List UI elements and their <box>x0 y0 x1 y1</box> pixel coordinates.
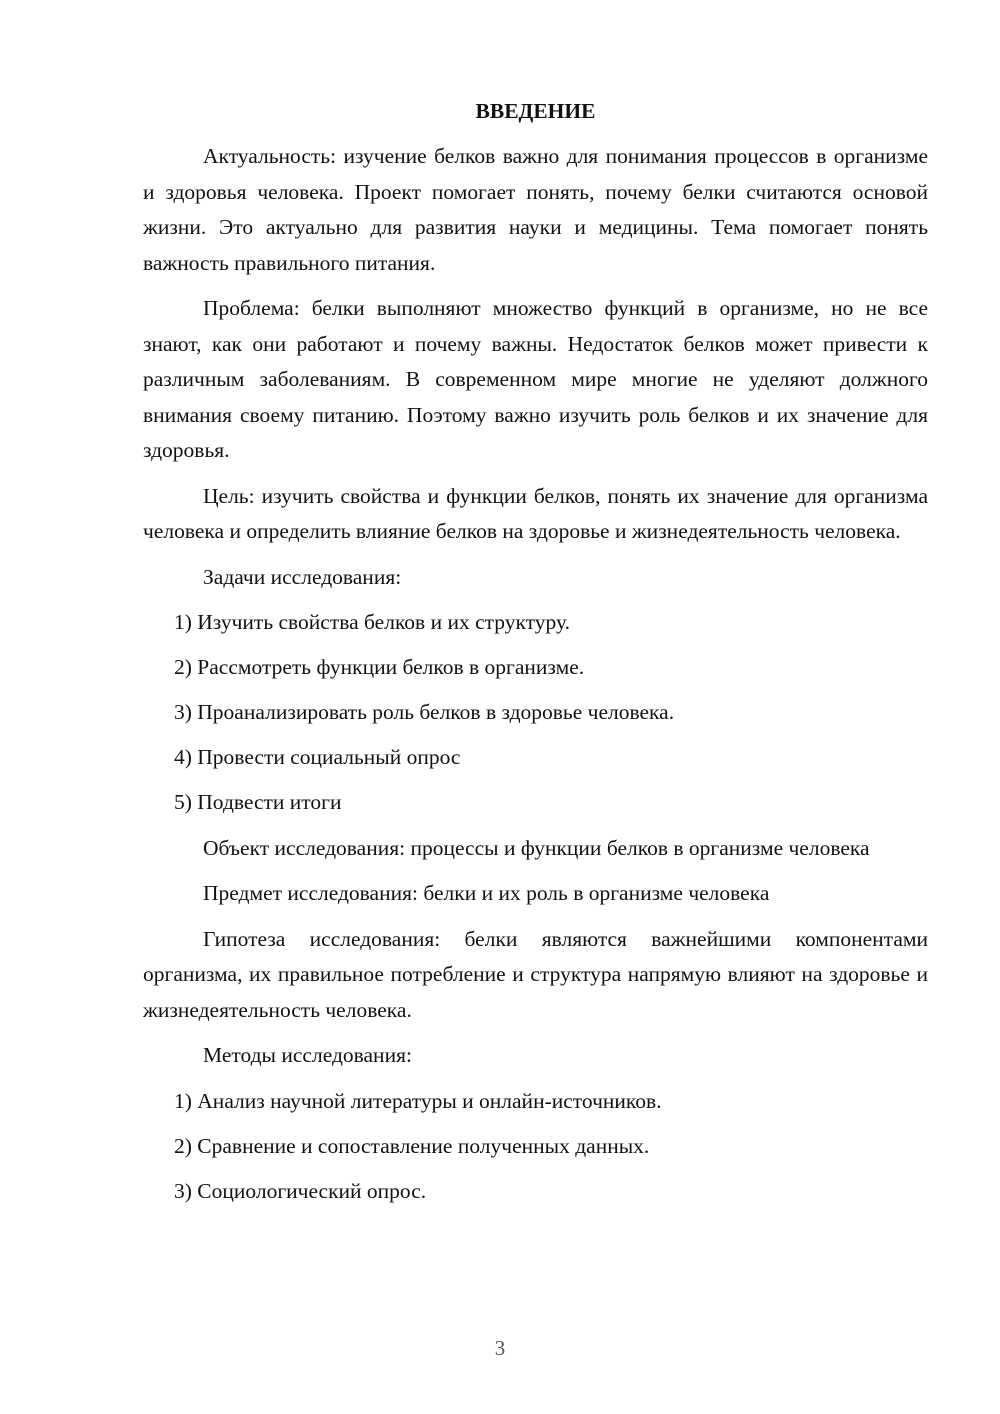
page-title: ВВЕДЕНИЕ <box>475 99 596 123</box>
page-number: 3 <box>494 1336 506 1360</box>
methods-list <box>143 1084 928 1210</box>
page-content <box>143 93 928 1219</box>
relevance-paragraph: Актуальность: изучение белков важно для понимания процессов в организме и здоровья человека. Проект помогает понять, почему белки считаются основой жизни. Это актуально для развития науки и медицины. Тема помогает понять важность правильного питания. <box>143 144 928 275</box>
subject-paragraph: Предмет исследования: белки и их роль в организме человека <box>203 881 770 905</box>
goal-paragraph: Цель: изучить свойства и функции белков, понять их значение для организма человека и определить влияние белков на здоровье и жизнедеятельность человека. <box>143 483 928 543</box>
tasks-heading: Задачи исследования: <box>203 564 402 589</box>
list-item: 3) Проанализировать роль белков в здоровье человека. <box>174 700 675 724</box>
list-item: 1) Изучить свойства белков и их структуру. <box>174 610 570 634</box>
list-item: 5) Подвести итоги <box>174 790 342 814</box>
tasks-list <box>143 605 928 821</box>
methods-heading: Методы исследования: <box>203 1043 412 1067</box>
list-item: 4) Провести социальный опрос <box>174 745 461 769</box>
list-item: 2) Рассмотреть функции белков в организме. <box>174 655 585 679</box>
object-paragraph: Объект исследования: процессы и функции белков в организме человека <box>203 835 870 860</box>
problem-paragraph: Проблема: белки выполняют множество функций в организме, но не все знают, как они работают и почему важны. Недостаток белков может привести к различным заболеваниям. В современном мире многие не уделяют должного внимания своему питанию. Поэтому важно изучить роль белков и их значение для здоровья. <box>143 296 928 462</box>
list-item: 2) Сравнение и сопоставление полученных данных. <box>174 1133 650 1158</box>
hypothesis-paragraph: Гипотеза исследования: белки являются важнейшими компонентами организма, их правильное потребление и структура напрямую влияют на здоровье и жизнедеятельность человека. <box>143 926 928 1022</box>
list-item: 1) Анализ научной литературы и онлайн-источников. <box>174 1088 662 1113</box>
list-item: 3) Социологический опрос. <box>174 1178 427 1203</box>
